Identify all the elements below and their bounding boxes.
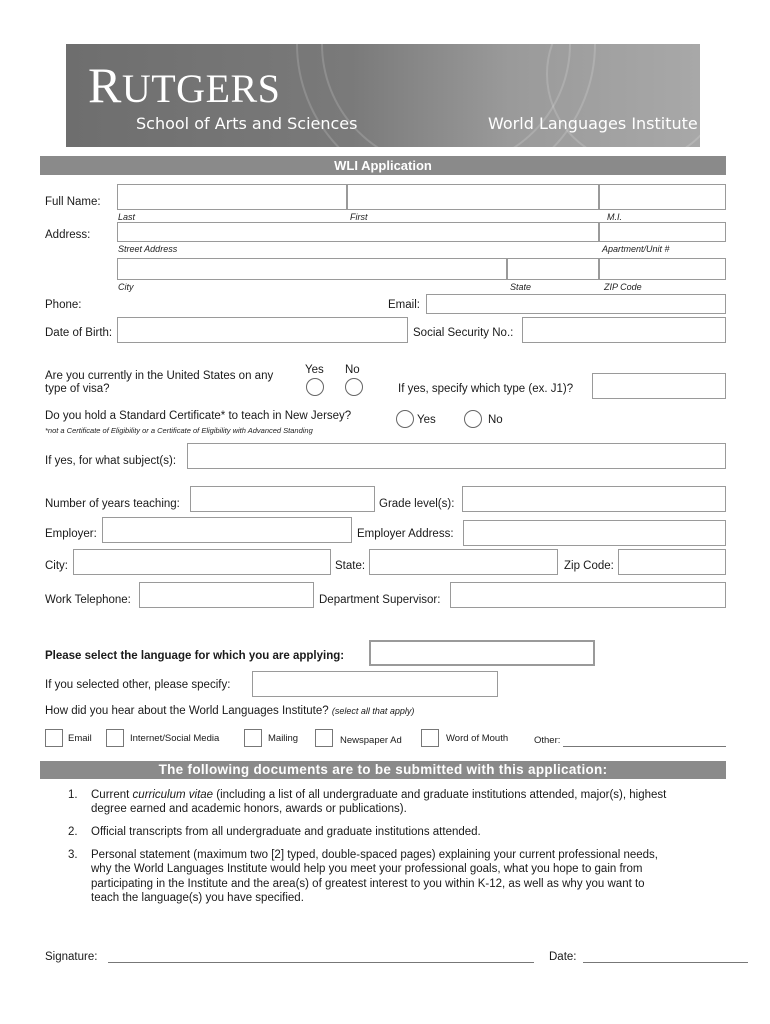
document-1-number: 1. bbox=[68, 789, 78, 801]
full-name-label: Full Name: bbox=[45, 196, 101, 208]
document-3-line4: teach the language(s) you have specified. bbox=[91, 892, 304, 904]
referral-word-of-mouth-label: Word of Mouth bbox=[446, 733, 509, 744]
referral-internet-checkbox[interactable] bbox=[106, 729, 124, 747]
form-title: WLI Application bbox=[40, 156, 726, 175]
state-input[interactable] bbox=[507, 258, 599, 280]
document-2-text: Official transcripts from all undergraduate and graduate institutions attended. bbox=[91, 826, 481, 838]
city-input[interactable] bbox=[117, 258, 507, 280]
work-city-label: City: bbox=[45, 560, 68, 572]
visa-yes-radio[interactable] bbox=[306, 378, 324, 396]
work-zip-label: Zip Code: bbox=[564, 560, 614, 572]
employer-label: Employer: bbox=[45, 528, 97, 540]
employer-input[interactable] bbox=[102, 517, 352, 543]
work-state-label: State: bbox=[335, 560, 366, 572]
apt-caption: Apartment/Unit # bbox=[602, 244, 670, 254]
visa-type-input[interactable] bbox=[592, 373, 726, 399]
institute-name: World Languages Institute bbox=[488, 114, 698, 133]
last-caption: Last bbox=[118, 212, 136, 222]
street-address-input[interactable] bbox=[117, 222, 599, 242]
subjects-label: If yes, for what subject(s): bbox=[45, 455, 177, 467]
work-zip-input[interactable] bbox=[618, 549, 726, 575]
apartment-input[interactable] bbox=[599, 222, 726, 242]
referral-mailing-checkbox[interactable] bbox=[244, 729, 262, 747]
first-caption: First bbox=[350, 212, 368, 222]
school-name: School of Arts and Sciences bbox=[136, 114, 358, 133]
address-label: Address: bbox=[45, 229, 91, 241]
zip-input[interactable] bbox=[599, 258, 726, 280]
certificate-no-label: No bbox=[488, 414, 503, 426]
language-other-label: If you selected other, please specify: bbox=[45, 679, 231, 691]
signature-line[interactable] bbox=[108, 962, 534, 963]
certificate-no-radio[interactable] bbox=[464, 410, 482, 428]
signature-label: Signature: bbox=[45, 951, 98, 963]
supervisor-input[interactable] bbox=[450, 582, 726, 608]
years-teaching-input[interactable] bbox=[190, 486, 375, 512]
document-1-text: Current curriculum vitae (including a list of all undergraduate and graduate institutions attended, major(s), highest bbox=[91, 789, 667, 801]
work-telephone-label: Work Telephone: bbox=[45, 594, 131, 606]
ssn-input[interactable] bbox=[522, 317, 726, 343]
employer-address-input[interactable] bbox=[463, 520, 726, 546]
referral-word-of-mouth-checkbox[interactable] bbox=[421, 729, 439, 747]
document-3-number: 3. bbox=[68, 849, 78, 861]
dob-label: Date of Birth: bbox=[45, 327, 113, 339]
visa-no-radio[interactable] bbox=[345, 378, 363, 396]
certificate-yes-label: Yes bbox=[417, 414, 436, 426]
work-city-input[interactable] bbox=[73, 549, 331, 575]
certificate-yes-radio[interactable] bbox=[396, 410, 414, 428]
city-caption: City bbox=[118, 282, 134, 292]
zip-caption: ZIP Code bbox=[604, 282, 642, 292]
rutgers-logo: RUTGERS bbox=[88, 57, 281, 113]
work-state-input[interactable] bbox=[369, 549, 558, 575]
documents-heading: The following documents are to be submitted with this application: bbox=[40, 761, 726, 779]
years-teaching-label: Number of years teaching: bbox=[45, 498, 180, 510]
state-caption: State bbox=[510, 282, 532, 292]
referral-newspaper-checkbox[interactable] bbox=[315, 729, 333, 747]
referral-mailing-label: Mailing bbox=[268, 733, 299, 744]
referral-email-checkbox[interactable] bbox=[45, 729, 63, 747]
header-banner bbox=[66, 44, 700, 147]
first-name-input[interactable] bbox=[347, 184, 599, 210]
supervisor-label: Department Supervisor: bbox=[319, 594, 441, 606]
referral-internet-label: Internet/Social Media bbox=[130, 733, 220, 744]
language-select[interactable] bbox=[369, 640, 595, 666]
visa-no-label: No bbox=[345, 364, 360, 376]
referral-newspaper-label: Newspaper Ad bbox=[340, 735, 402, 746]
dob-input[interactable] bbox=[117, 317, 408, 343]
employer-address-label: Employer Address: bbox=[357, 528, 454, 540]
document-2-number: 2. bbox=[68, 826, 78, 838]
language-select-label: Please select the language for which you are applying: bbox=[45, 650, 345, 662]
grade-levels-label: Grade level(s): bbox=[379, 498, 455, 510]
date-line[interactable] bbox=[583, 962, 748, 963]
referral-other-input[interactable] bbox=[563, 746, 726, 747]
document-3-line2: why the World Languages Institute would help you meet your professional goals, what you hope to gain from bbox=[91, 863, 643, 875]
certificate-note: *not a Certificate of Eligibility or a Certificate of Eligibility with Advanced Standing bbox=[45, 426, 313, 435]
referral-question: How did you hear about the World Languages Institute? (select all that apply) bbox=[45, 705, 415, 717]
language-other-input[interactable] bbox=[252, 671, 498, 697]
ssn-label: Social Security No.: bbox=[413, 327, 514, 339]
certificate-question: Do you hold a Standard Certificate* to teach in New Jersey? bbox=[45, 410, 352, 422]
mi-caption: M.I. bbox=[607, 212, 622, 222]
email-label: Email: bbox=[388, 299, 420, 311]
mi-input[interactable] bbox=[599, 184, 726, 210]
visa-question-line2: type of visa? bbox=[45, 383, 110, 395]
phone-label: Phone: bbox=[45, 299, 82, 311]
document-1-text-line2: degree earned and academic honors, awards or publications). bbox=[91, 803, 407, 815]
referral-email-label: Email bbox=[68, 733, 92, 744]
referral-other-label: Other: bbox=[534, 735, 561, 746]
document-3-line3: participating in the Institute and the area(s) of greatest interest to you within K-12, as well as why you want to bbox=[91, 878, 645, 890]
date-label: Date: bbox=[549, 951, 577, 963]
email-input[interactable] bbox=[426, 294, 726, 314]
document-3-line1: Personal statement (maximum two [2] typed, double-spaced pages) explaining your current professional needs, bbox=[91, 849, 658, 861]
visa-yes-label: Yes bbox=[305, 364, 324, 376]
visa-specify-label: If yes, specify which type (ex. J1)? bbox=[398, 383, 574, 395]
work-telephone-input[interactable] bbox=[139, 582, 314, 608]
subjects-input[interactable] bbox=[187, 443, 726, 469]
grade-levels-input[interactable] bbox=[462, 486, 726, 512]
visa-question-line1: Are you currently in the United States on any bbox=[45, 370, 274, 382]
street-caption: Street Address bbox=[118, 244, 178, 254]
last-name-input[interactable] bbox=[117, 184, 347, 210]
